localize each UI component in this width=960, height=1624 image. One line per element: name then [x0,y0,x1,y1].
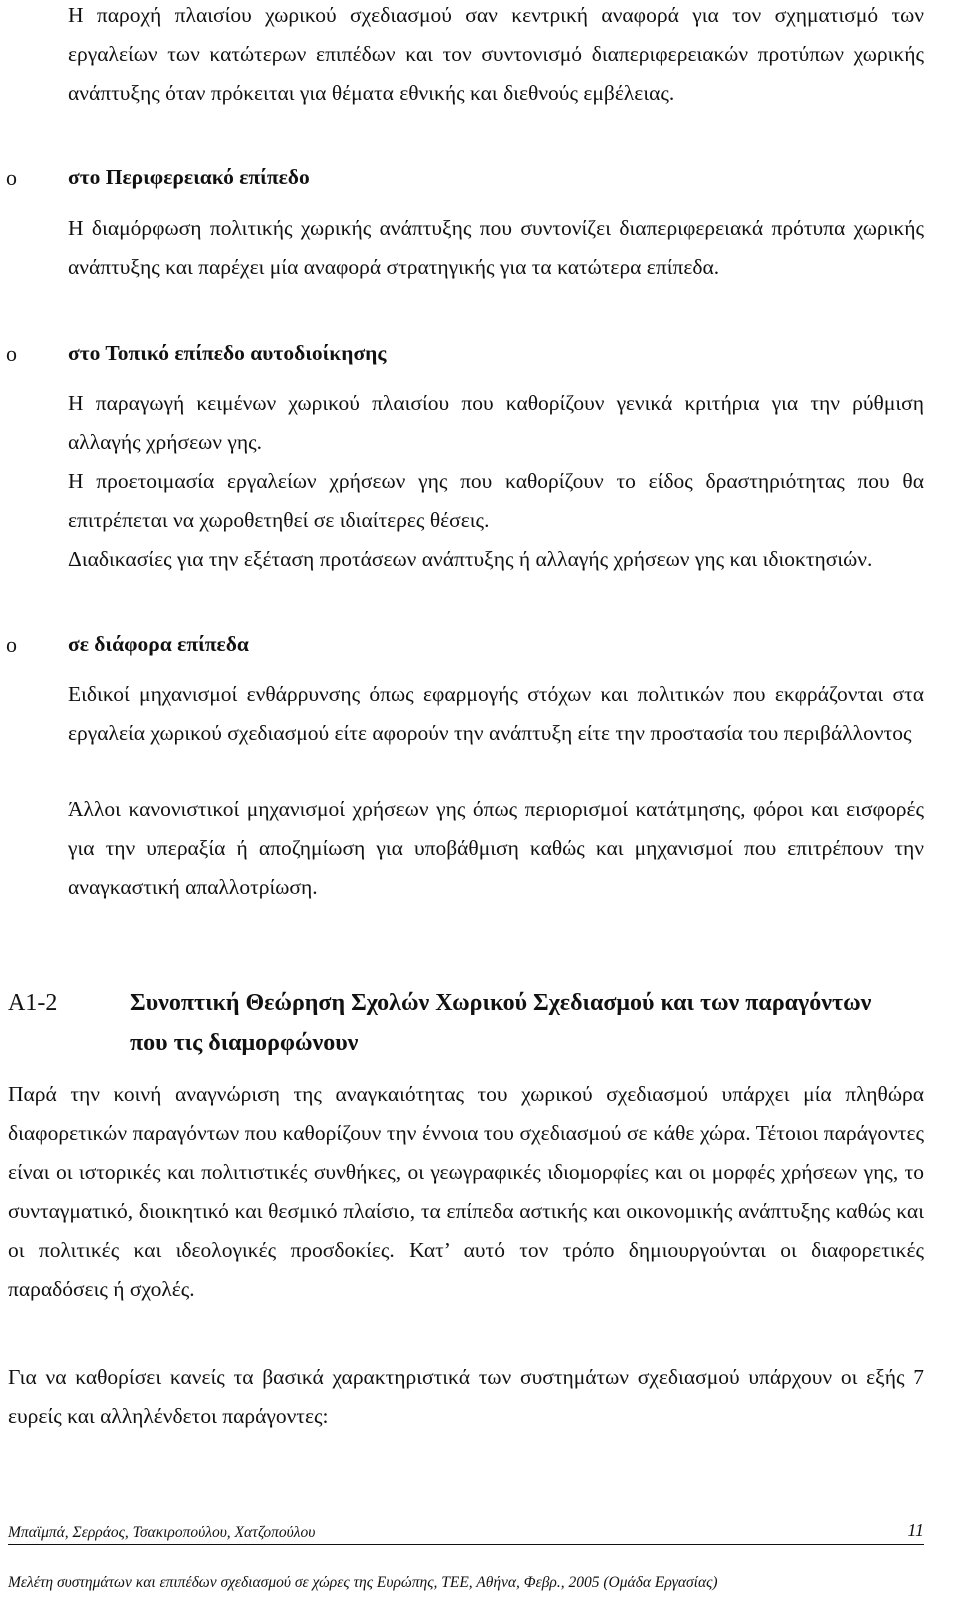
footer-rule [8,1544,924,1545]
footer-study: Μελέτη συστημάτων και επιπέδων σχεδιασμού σε χώρες της Ευρώπης, ΤΕΕ, Αθήνα, Φεβρ., 2005 (Ομάδα Εργασίας) [8,1574,718,1591]
paragraph-body-1: Παρά την κοινή αναγνώριση της αναγκαιότητας του χωρικού σχεδιασμού υπάρχει μία πληθώρα διαφορετικών παραγόντων που καθορίζουν την έννοια του σχεδιασμού σε κάθε χώρα. Τέτοιοι παράγοντες είναι οι ιστορικές και πολιτιστικές συνθήκες, οι γεωγραφικές ιδιομορφίες και οι μορφές χρήσεων γης, το συνταγματικό, διοικητικό και θεσμικό πλαίσιο, τα επίπεδα αστικής και οικονομικής ανάπτυξης καθώς και οι πολιτικές και ιδεολογικές προσδοκίες. Κατ’ αυτό τον τρόπο δημιουργούνται οι διαφορετικές παραδόσεις ή σχολές. [8,1082,924,1301]
paragraph-various-1: Ειδικοί μηχανισμοί ενθάρρυνσης όπως εφαρμογής στόχων και πολιτικών που εκφράζονται στα εργαλεία χωρικού σχεδιασμού είτε αφορούν την ανάπτυξη είτε την προστασία του περιβάλλοντος [68,682,924,745]
bullet-marker: o [6,341,17,366]
page-number: 11 [907,1520,924,1540]
section-number: Α1-2 [8,990,58,1016]
bullet-marker: o [6,632,17,657]
bullet-marker: o [6,165,17,190]
paragraph-body-2: Για να καθορίσει κανείς τα βασικά χαρακτηριστικά των συστημάτων σχεδιασμού υπάρχουν οι εξής 7 ευρείς και αλληλένδετοι παράγοντες: [8,1365,924,1428]
bullet-title-various: σε διάφορα επίπεδα [68,632,249,656]
paragraph-local-3: Διαδικασίες για την εξέταση προτάσεων ανάπτυξης ή αλλαγής χρήσεων γης και ιδιοκτησιών. [68,547,873,571]
bullet-title-regional: στο Περιφερειακό επίπεδο [68,165,310,189]
paragraph-intro: Η παροχή πλαισίου χωρικού σχεδιασμού σαν κεντρική αναφορά για τον σχηματισμό των εργαλείων των κατώτερων επιπέδων και τον συντονισμό διαπεριφερειακών προτύπων χωρικής ανάπτυξης όταν πρόκειται για θέματα εθνικής και διεθνούς εμβέλειας. [68,3,924,105]
paragraph-local-2: Η προετοιμασία εργαλείων χρήσεων γης που καθορίζουν το είδος δραστηριότητας που θα επιτρέπεται να χωροθετηθεί σε ιδιαίτερες θέσεις. [68,469,924,532]
paragraph-various-2: Άλλοι κανονιστικοί μηχανισμοί χρήσεων γης όπως περιορισμοί κατάτμησης, φόροι και εισφορές για την υπεραξία ή αποζημίωση για υποβάθμιση καθώς και μηχανισμοί που επιτρέπουν την αναγκαστική απαλλοτρίωση. [68,797,924,899]
paragraph-local-1: Η παραγωγή κειμένων χωρικού πλαισίου που καθορίζουν γενικά κριτήρια για την ρύθμιση αλλαγής χρήσεων γης. [68,391,924,454]
bullet-title-local: στο Τοπικό επίπεδο αυτοδιοίκησης [68,341,387,365]
section-title: Συνοπτική Θεώρηση Σχολών Χωρικού Σχεδιασμού και των παραγόντων που τις διαμορφώνουν [130,990,872,1056]
paragraph-regional: Η διαμόρφωση πολιτικής χωρικής ανάπτυξης που συντονίζει διαπεριφερειακά πρότυπα χωρικής ανάπτυξης και παρέχει μία αναφορά στρατηγικής για τα κατώτερα επίπεδα. [68,216,924,279]
footer-authors: Μπαϊμπά, Σερράος, Τσακιροπούλου, Χατζοπούλου [8,1524,316,1541]
